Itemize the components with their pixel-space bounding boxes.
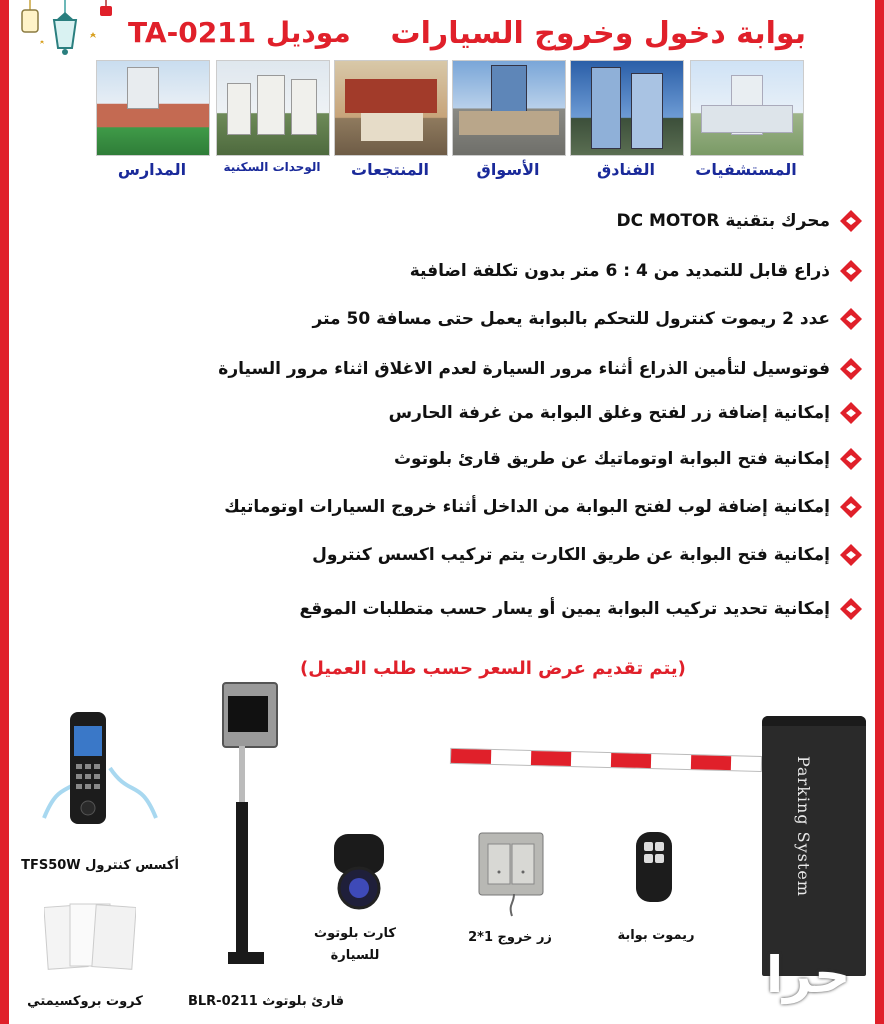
cable-icon bbox=[506, 894, 522, 918]
feature-item bbox=[410, 258, 864, 284]
feature-item bbox=[394, 446, 864, 472]
diamond-bullet-icon bbox=[838, 306, 864, 332]
feature-text: إمكانية فتح البوابة عن طريق الكارت يتم تركيب اكسس كنترول bbox=[312, 545, 830, 565]
exit-button-icon bbox=[478, 832, 544, 896]
feature-text: ذراع قابل للتمديد من 4 : 6 متر بدون تكلفة اضافية bbox=[409, 261, 830, 281]
resort-photo bbox=[334, 60, 448, 156]
place-hospitals bbox=[690, 60, 802, 179]
watermark-text: حرا bbox=[766, 946, 851, 1004]
hospital-photo bbox=[690, 60, 804, 156]
feature-text: إمكانية إضافة زر لفتح وغلق البوابة من غرفة الحارس bbox=[388, 403, 830, 423]
diamond-bullet-icon bbox=[838, 258, 864, 284]
right-red-border bbox=[875, 0, 884, 1024]
lantern-decoration-icon bbox=[10, 0, 120, 60]
diamond-bullet-icon bbox=[838, 400, 864, 426]
bluetooth-card-icon bbox=[330, 832, 388, 912]
feature-item bbox=[218, 356, 864, 382]
bluetooth-card-label-line1: كارت بلوتوث bbox=[314, 926, 396, 941]
feature-text: إمكانية فتح البوابة اوتوماتيك عن طريق قارئ بلوتوث bbox=[393, 449, 830, 469]
barrier-arm bbox=[450, 748, 762, 772]
page-title: بوابة دخول وخروج السيارات bbox=[390, 16, 806, 51]
feature-item bbox=[224, 494, 864, 520]
diamond-bullet-icon bbox=[838, 446, 864, 472]
place-label: المدارس bbox=[117, 160, 187, 179]
feature-text: إمكانية إضافة لوب لفتح البوابة من الداخل أثناء خروج السيارات اوتوماتيك bbox=[224, 497, 830, 517]
diamond-bullet-icon bbox=[838, 356, 864, 382]
place-label: الوحدات السكنية bbox=[223, 160, 321, 174]
feature-text: فوتوسيل لتأمين الذراع أثناء مرور السيارة لعدم الاغلاق اثناء مرور السيارة bbox=[218, 359, 830, 379]
proximity-cards-icon bbox=[44, 900, 136, 972]
place-hotels bbox=[570, 60, 682, 179]
place-label: المستشفيات bbox=[695, 160, 797, 179]
feature-text: محرك بتقنية DC MOTOR bbox=[616, 211, 830, 231]
access-control-icon bbox=[40, 708, 160, 832]
place-residential bbox=[216, 60, 328, 174]
diamond-bullet-icon bbox=[838, 542, 864, 568]
model-title: موديل TA-0211 bbox=[128, 16, 351, 49]
place-label: المنتجعات bbox=[351, 160, 429, 179]
place-label: الفنادق bbox=[596, 160, 656, 179]
remote-control-icon bbox=[634, 830, 674, 904]
cabinet-brand-text: Parking System bbox=[794, 756, 813, 897]
place-malls bbox=[452, 60, 564, 179]
place-label: الأسواق bbox=[476, 160, 540, 179]
access-control-label: أكسس كنترول TFS50W bbox=[21, 858, 179, 873]
bluetooth-card-label-line2: للسيارة bbox=[330, 948, 380, 963]
proximity-cards-label: كروت بروكسيمتي bbox=[27, 994, 143, 1009]
hotel-photo bbox=[570, 60, 684, 156]
diamond-bullet-icon bbox=[838, 494, 864, 520]
remote-label: ريموت بوابة bbox=[617, 928, 695, 943]
barrier-cabinet bbox=[762, 716, 866, 976]
school-photo bbox=[96, 60, 210, 156]
diamond-bullet-icon bbox=[838, 208, 864, 234]
diamond-bullet-icon bbox=[838, 596, 864, 622]
feature-item bbox=[313, 306, 864, 332]
mall-photo bbox=[452, 60, 566, 156]
feature-text: إمكانية تحديد تركيب البوابة يمين أو يسار حسب متطلبات الموقع bbox=[299, 599, 830, 619]
bluetooth-reader bbox=[220, 680, 276, 980]
place-resorts bbox=[334, 60, 446, 179]
feature-item bbox=[389, 400, 864, 426]
left-red-border bbox=[0, 0, 9, 1024]
residential-photo bbox=[216, 60, 330, 156]
place-schools bbox=[96, 60, 208, 179]
price-note: (يتم تقديم عرض السعر حسب طلب العميل) bbox=[300, 658, 686, 679]
feature-item bbox=[616, 208, 864, 234]
feature-item bbox=[300, 596, 864, 622]
feature-item bbox=[312, 542, 864, 568]
exit-button-label: زر خروج 1*2 bbox=[468, 930, 552, 945]
feature-text: عدد 2 ريموت كنترول للتحكم بالبوابة يعمل حتى مسافة 50 متر bbox=[312, 309, 830, 329]
bluetooth-reader-label: قارئ بلوتوث BLR-0211 bbox=[187, 994, 345, 1009]
usage-places-row bbox=[90, 60, 802, 190]
